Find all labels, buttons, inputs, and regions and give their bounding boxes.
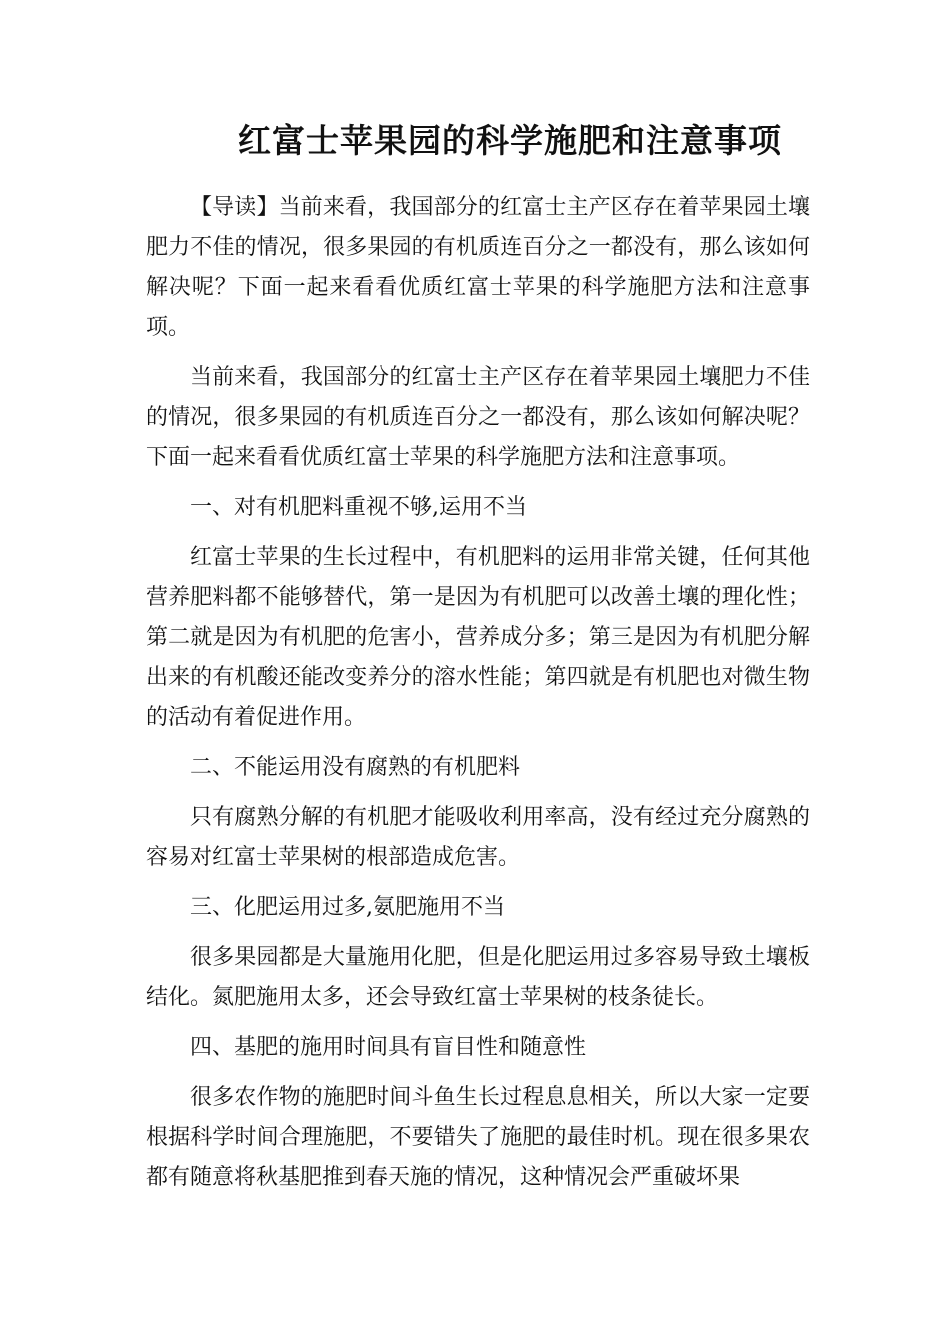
body-paragraph: 当前来看，我国部分的红富士主产区存在着苹果园土壤肥力不佳的情况，很多果园的有机质连百分之一都没有，那么该如何解决呢？下面一起来看看优质红富士苹果的科学施肥方法和注意事项。 — [146, 365, 810, 470]
document-title: 红富士苹果园的科学施肥和注意事项 — [238, 121, 782, 160]
body-paragraph: 只有腐熟分解的有机肥才能吸收利用率高，没有经过充分腐熟的容易对红富士苹果树的根部造成危害。 — [146, 805, 810, 870]
body-paragraph: 很多农作物的施肥时间斗鱼生长过程息息相关，所以大家一定要根据科学时间合理施肥，不要错失了施肥的最佳时机。现在很多果农都有随意将秋基肥推到春天施的情况，这种情况会严重破坏果 — [146, 1085, 810, 1190]
section-heading-4: 四、基肥的施用时间具有盲目性和随意性 — [190, 1035, 587, 1060]
document-body — [146, 188, 810, 1208]
section-heading-3: 三、化肥运用过多,氨肥施用不当 — [190, 895, 505, 920]
section-heading-2: 二、不能运用没有腐熟的有机肥料 — [190, 755, 521, 780]
section-heading-1: 一、对有机肥料重视不够,运用不当 — [190, 495, 527, 520]
body-paragraph: 红富士苹果的生长过程中，有机肥料的运用非常关键，任何其他营养肥料都不能够替代，第一是因为有机肥可以改善土壤的理化性；第二就是因为有机肥的危害小，营养成分多；第三是因为有机肥分解出来的有机酸还能改变养分的溶水性能；第四就是有机肥也对微生物的活动有着促进作用。 — [146, 545, 810, 730]
body-paragraph: 很多果园都是大量施用化肥，但是化肥运用过多容易导致土壤板结化。氮肥施用太多，还会导致红富士苹果树的枝条徒长。 — [146, 945, 810, 1010]
intro-paragraph: 【导读】当前来看，我国部分的红富士主产区存在着苹果园土壤肥力不佳的情况，很多果园的有机质连百分之一都没有，那么该如何解决呢？下面一起来看看优质红富士苹果的科学施肥方法和注意事项。 — [146, 195, 810, 340]
